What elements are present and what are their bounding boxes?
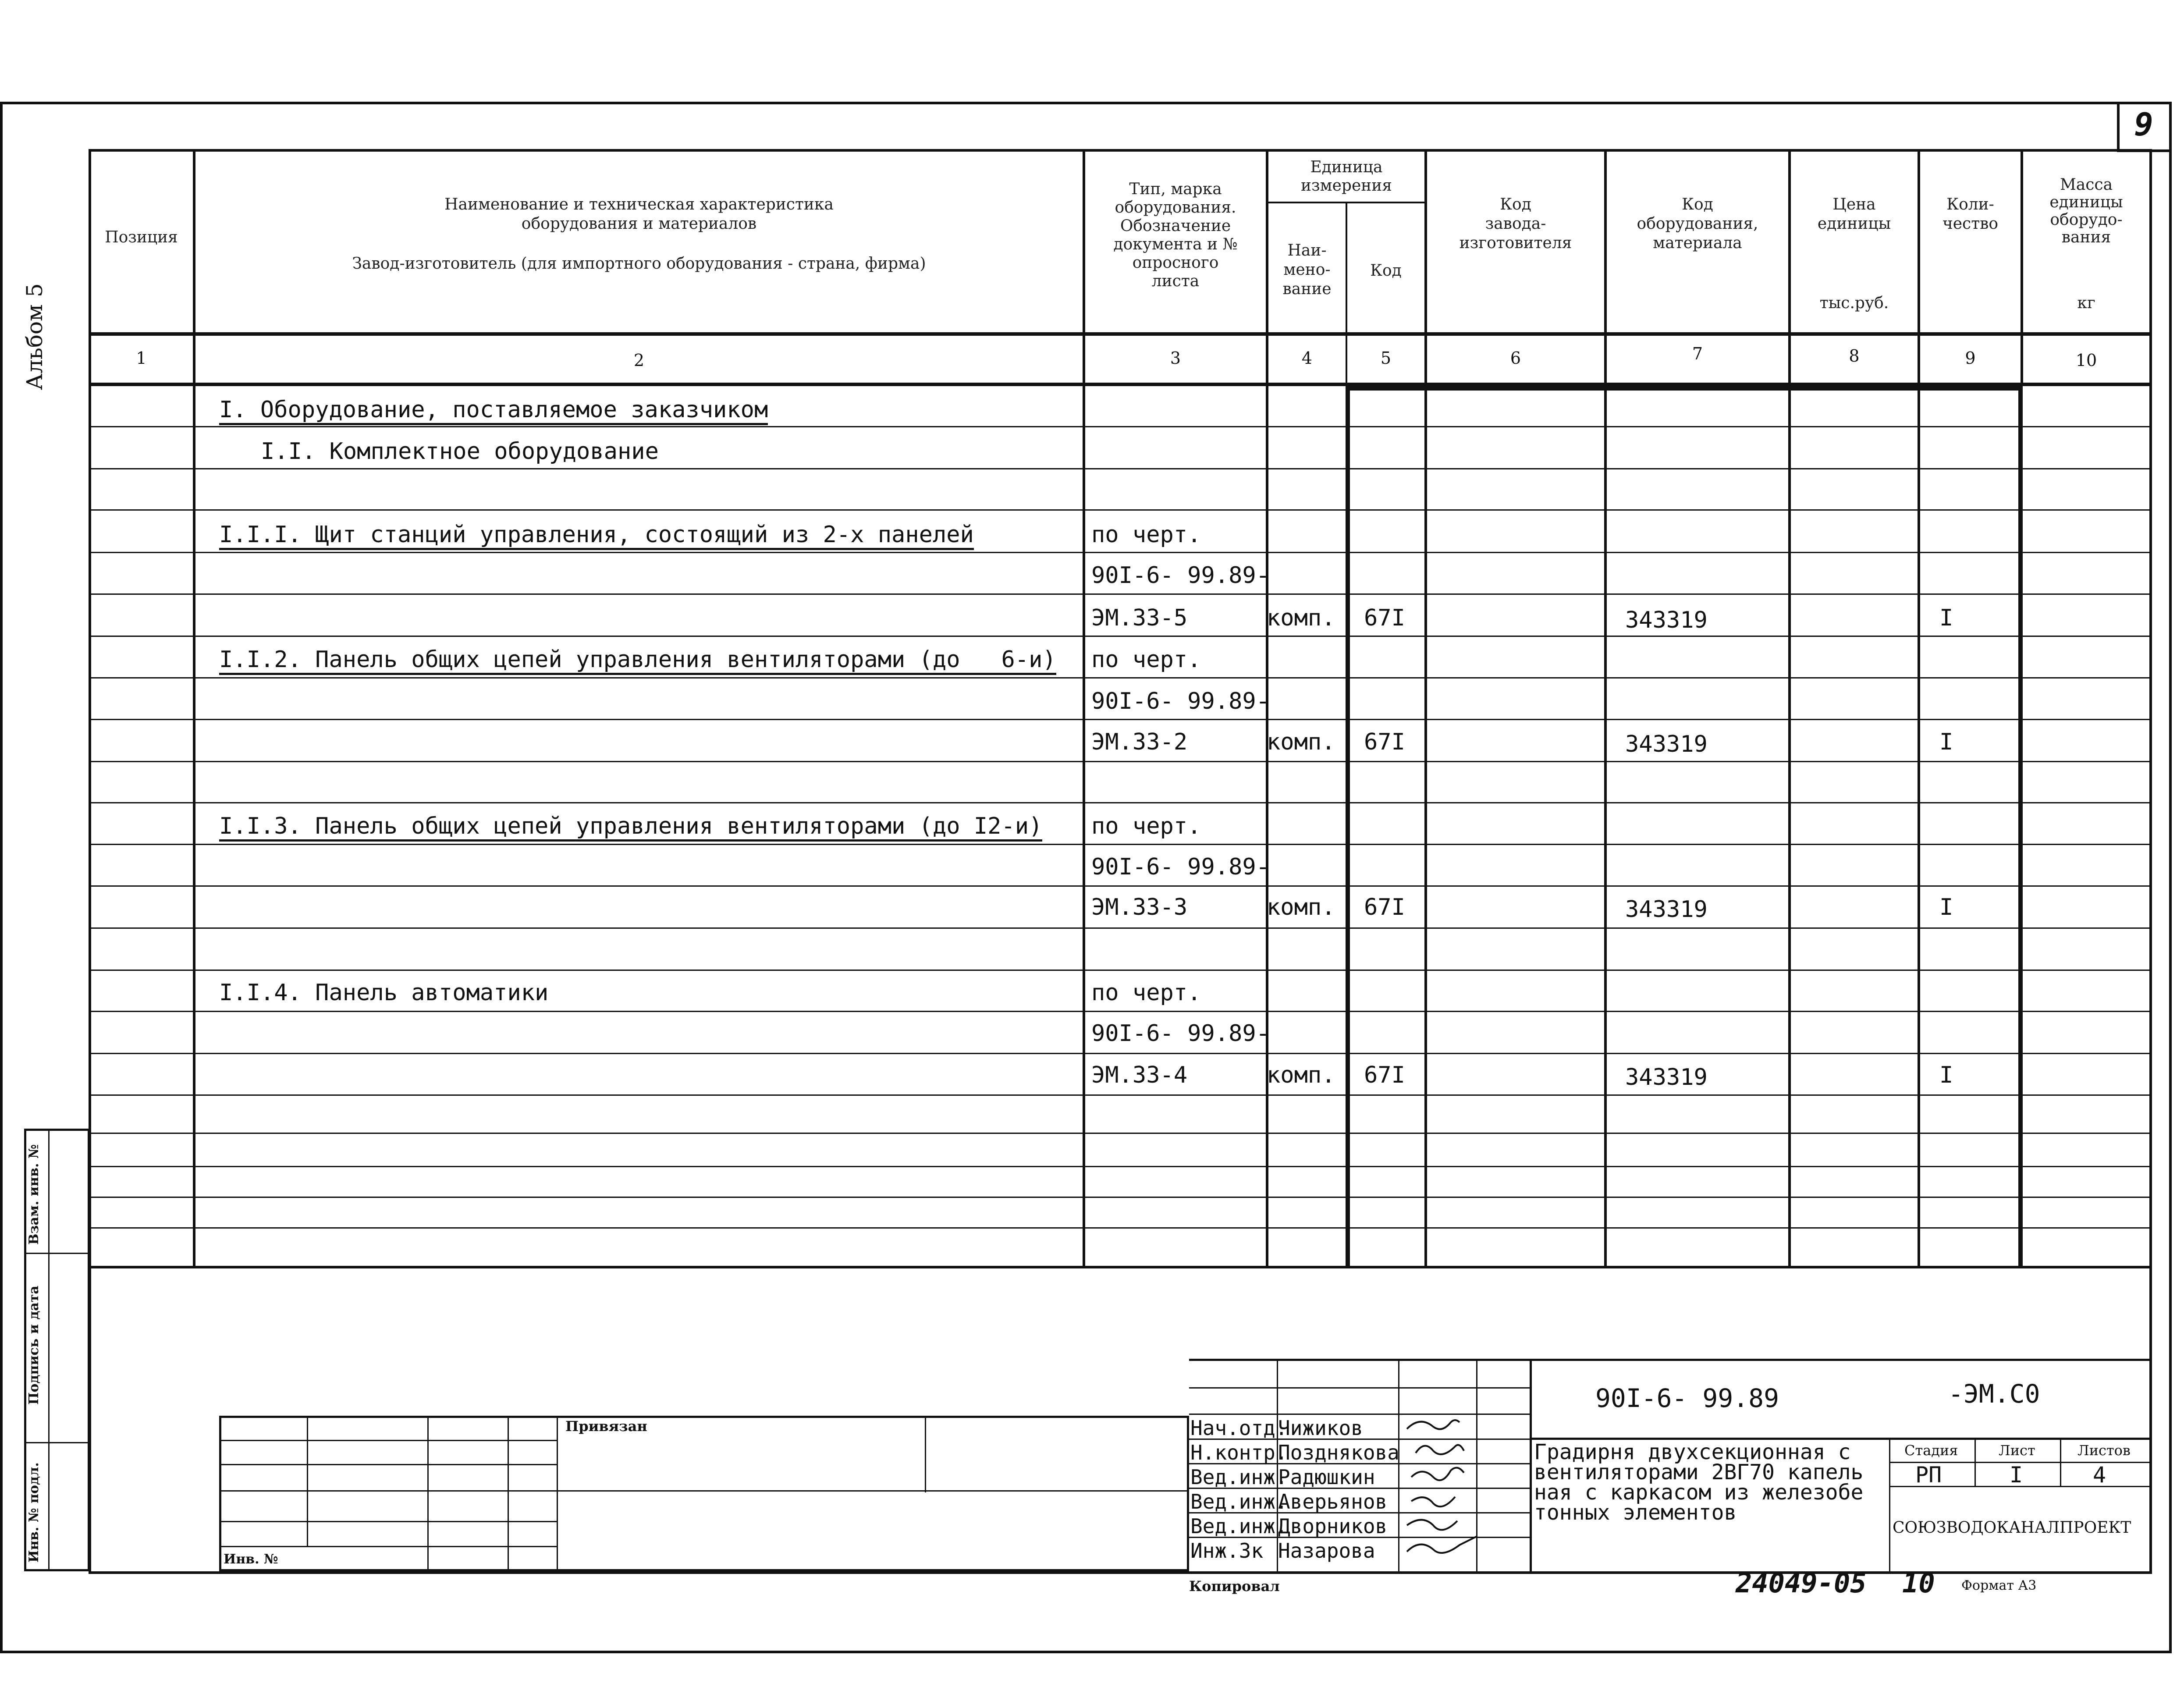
sheets-label: Листов xyxy=(2077,1442,2131,1459)
name-2: Позднякова xyxy=(1278,1441,1399,1464)
side-stamp-vzam: Взам. инв. № xyxy=(26,1144,42,1245)
header-col10-unit: кг xyxy=(2077,294,2095,312)
doc-code-b: -ЭМ.С0 xyxy=(1948,1379,2040,1409)
item-1-name: I.I.I. Щит станций управления, состоящий из 2-х панелей xyxy=(219,522,974,550)
colnum-7: 7 xyxy=(1692,344,1703,363)
sheet-number-box xyxy=(2117,102,2172,152)
item-1-qty: I xyxy=(1939,605,1953,631)
item-3-matcode: 343319 xyxy=(1625,896,1708,923)
name-4: Аверьянов xyxy=(1278,1490,1388,1513)
item-4-ref2: 90I-6- 99.89- xyxy=(1091,1020,1270,1047)
item-4-ref: по черт. xyxy=(1091,980,1201,1006)
sheets-value: 4 xyxy=(2093,1462,2106,1488)
header-col10-l2: единицы xyxy=(2049,193,2123,211)
sheet-number: 9 xyxy=(2134,106,2153,143)
item-2-matcode: 343319 xyxy=(1625,731,1708,757)
colnum-6: 6 xyxy=(1510,348,1521,368)
header-col4-l3: вание xyxy=(1282,280,1332,298)
header-col4-l2: мено- xyxy=(1283,261,1331,279)
header-col2-line2: оборудования и материалов xyxy=(521,215,757,233)
header-col7-l2: оборудования, xyxy=(1637,215,1758,233)
header-col8-l1: Цена xyxy=(1832,195,1876,213)
header-col2-line3: Завод-изготовитель (для импортного оборудования - страна, фирма) xyxy=(352,255,926,273)
title-line-4: тонных элементов xyxy=(1534,1500,1737,1525)
item-3-doc: ЭМ.33-3 xyxy=(1091,894,1188,920)
item-2-unit: комп. xyxy=(1267,729,1335,755)
role-6: Инж.Зк xyxy=(1190,1539,1264,1563)
header-col8-l2: единицы xyxy=(1817,215,1891,233)
title-line-3: ная с каркасом из железобе xyxy=(1534,1480,1864,1505)
item-1-ref: по черт. xyxy=(1091,522,1201,548)
header-col3-l2: оборудования. xyxy=(1115,199,1236,217)
item-4-matcode: 343319 xyxy=(1625,1064,1708,1090)
header-col4-l1: Наи- xyxy=(1287,242,1327,259)
header-col6-l3: изготовителя xyxy=(1459,234,1572,252)
item-1-matcode: 343319 xyxy=(1625,607,1708,633)
item-1-unit: комп. xyxy=(1267,605,1335,631)
item-3-ref2: 90I-6- 99.89- xyxy=(1091,854,1270,880)
archive-number: 24049-05 xyxy=(1736,1567,1867,1599)
header-col10-l1: Масса xyxy=(2060,176,2113,194)
archive-sheet: 10 xyxy=(1902,1567,1935,1599)
item-1-doc: ЭМ.33-5 xyxy=(1091,605,1188,631)
item-1-code: 67I xyxy=(1364,605,1405,631)
colnum-9: 9 xyxy=(1965,348,1976,368)
album-label: Альбом 5 xyxy=(22,283,47,390)
item-4-name: I.I.4. Панель автоматики xyxy=(219,980,549,1006)
colnum-10: 10 xyxy=(2075,351,2097,370)
colnum-4: 4 xyxy=(1301,348,1313,368)
name-3: Радюшкин xyxy=(1278,1465,1375,1489)
header-col3-l3: Обозначение xyxy=(1120,217,1231,235)
role-1: Нач.отд. xyxy=(1190,1416,1288,1440)
privyazan-label: Привязан xyxy=(565,1418,647,1435)
header-col1: Позиция xyxy=(105,228,178,246)
header-col5: Код xyxy=(1370,262,1402,280)
item-4-doc: ЭМ.33-4 xyxy=(1091,1062,1188,1088)
kopiroval-label: Копировал xyxy=(1189,1578,1280,1595)
item-3-unit: комп. xyxy=(1267,894,1335,920)
colnum-8: 8 xyxy=(1849,346,1860,366)
role-2: Н.контр. xyxy=(1190,1441,1288,1464)
sheet-value: I xyxy=(2010,1462,2023,1488)
doc-code-a: 90I-6- 99.89 xyxy=(1595,1383,1779,1413)
side-stamp-podpis: Подпись и дата xyxy=(26,1286,42,1405)
item-4-unit: комп. xyxy=(1267,1062,1335,1088)
role-4: Вед.инж. xyxy=(1190,1490,1288,1513)
colnum-2: 2 xyxy=(633,351,645,370)
header-col3-l1: Тип, марка xyxy=(1129,180,1222,198)
role-3: Вед.инж. xyxy=(1190,1465,1288,1489)
item-1-ref2: 90I-6- 99.89- xyxy=(1091,562,1270,589)
format-label: Формат А3 xyxy=(1961,1578,2037,1593)
stage-value: РП xyxy=(1915,1462,1942,1488)
title-line-1: Градирня двухсекционная с xyxy=(1534,1440,1851,1464)
header-col6-l1: Код xyxy=(1500,195,1531,213)
header-col3-l6: листа xyxy=(1151,272,1200,290)
item-2-name: I.I.2. Панель общих цепей управления вентиляторами (до 6-и) xyxy=(219,646,1056,675)
colnum-1: 1 xyxy=(136,348,147,368)
colnum-5: 5 xyxy=(1380,348,1392,368)
item-3-qty: I xyxy=(1939,894,1953,920)
header-col10-l4: вания xyxy=(2061,228,2111,246)
title-line-2: вентиляторами 2ВГ70 капель xyxy=(1534,1460,1864,1485)
header-col3-l4: документа и № xyxy=(1113,235,1238,253)
item-3-ref: по черт. xyxy=(1091,813,1201,839)
header-col10-l3: оборудо- xyxy=(2050,211,2123,229)
header-col6-l2: завода- xyxy=(1485,215,1546,233)
header-col7-l1: Код xyxy=(1682,195,1713,213)
signature-scribbles xyxy=(1398,1411,1530,1574)
item-3-name: I.I.3. Панель общих цепей управления вентиляторами (до I2-и) xyxy=(219,813,1042,842)
header-unit-l1: Единица xyxy=(1310,158,1383,176)
header-col3-l5: опросного xyxy=(1132,254,1219,272)
item-2-code: 67I xyxy=(1364,729,1405,755)
stage-label: Стадия xyxy=(1904,1442,1958,1459)
item-2-doc: ЭМ.33-2 xyxy=(1091,729,1188,755)
sheet-label: Лист xyxy=(1999,1442,2035,1459)
colnum-3: 3 xyxy=(1170,348,1181,368)
name-5: Дворников xyxy=(1278,1514,1388,1538)
inv-no-label: Инв. № xyxy=(224,1552,278,1567)
header-col2-line1: Наименование и техническая характеристика xyxy=(444,195,834,213)
section-title: I. Оборудование, поставляемое заказчиком xyxy=(219,397,768,425)
organization: СОЮЗВОДОКАНАЛПРОЕКТ xyxy=(1893,1519,2131,1537)
header-col8-unit: тыс.руб. xyxy=(1819,294,1889,312)
header-col9-l1: Коли- xyxy=(1946,195,1994,213)
item-2-qty: I xyxy=(1939,729,1953,755)
header-col9-l2: чество xyxy=(1942,215,1999,233)
item-2-ref: по черт. xyxy=(1091,646,1201,673)
role-5: Вед.инж. xyxy=(1190,1514,1288,1538)
item-4-code: 67I xyxy=(1364,1062,1405,1088)
privyazan-block xyxy=(219,1416,1189,1571)
item-4-qty: I xyxy=(1939,1062,1953,1088)
header-unit-l2: измерения xyxy=(1301,177,1392,195)
side-stamp-inv: Инв. № подл. xyxy=(26,1462,42,1563)
name-1: Чижиков xyxy=(1278,1416,1363,1440)
item-2-ref2: 90I-6- 99.89- xyxy=(1091,688,1270,714)
item-3-code: 67I xyxy=(1364,894,1405,920)
subsection-title: I.I. Комплектное оборудование xyxy=(261,438,659,465)
name-6: Назарова xyxy=(1278,1539,1375,1563)
header-col7-l3: материала xyxy=(1653,234,1742,252)
